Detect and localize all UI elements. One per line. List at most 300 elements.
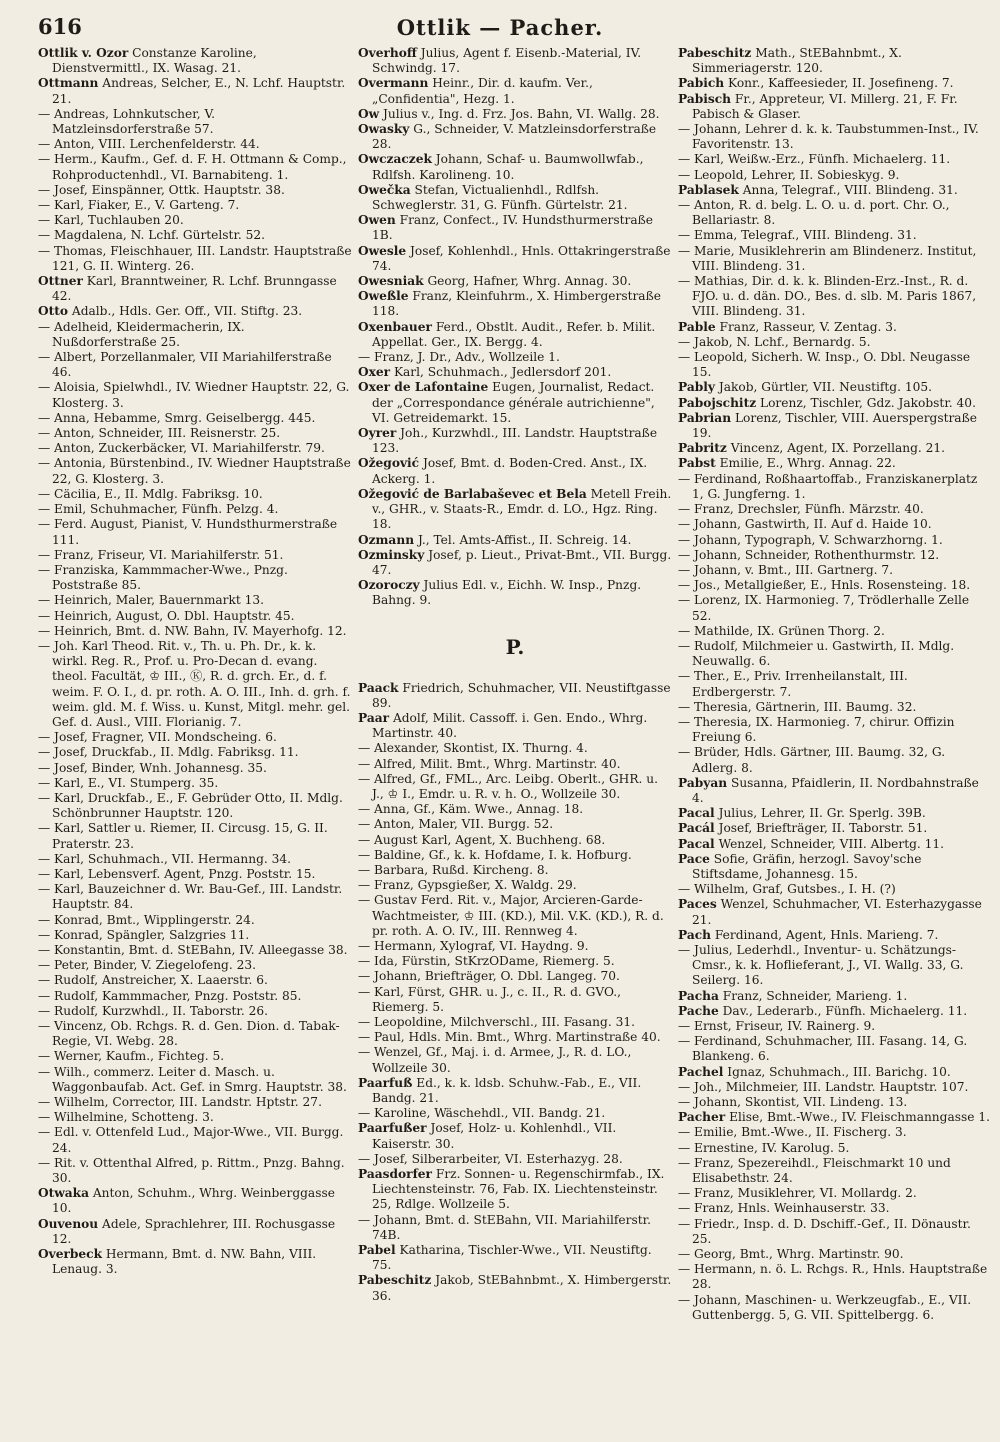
entry-name: Paarfuß: [358, 1075, 413, 1090]
entry-text: Eugen, Journalist, Redact. der „Correspondance générale autrichienne", VI. Getreidemarkt. 15.: [372, 380, 655, 425]
entry-text: — Wilhelm, Corrector, III. Landstr. Hptstr. 27.: [38, 1095, 322, 1110]
entry-text: — Karl, Sattler u. Riemer, II. Circusg. 15, G. II. Praterstr. 23.: [38, 821, 328, 851]
entry-text: — Johann, Skontist, VII. Lindeng. 13.: [678, 1095, 908, 1110]
directory-entry: [358, 213, 672, 243]
entry-text: Constanze Karoline, Dienstvermittl., IX. Wasag. 21.: [52, 46, 257, 76]
entry-text: — Konrad, Spängler, Salzgries 11.: [38, 927, 250, 942]
entry-name: Pach: [678, 927, 712, 942]
entry-text: Franz, Schneider, Marieng. 1.: [722, 988, 908, 1003]
directory-entry: [38, 411, 352, 426]
entry-text: — Werner, Kaufm., Fichteg. 5.: [38, 1049, 225, 1064]
entry-text: — Rudolf, Kammmacher, Pnzg. Poststr. 85.: [38, 988, 302, 1003]
directory-entry: [358, 274, 672, 289]
entry-text: — Wenzel, Gf., Maj. i. d. Armee, J., R. d. LO., Wollzeile 30.: [358, 1045, 632, 1075]
entry-name: Pablasek: [678, 182, 739, 197]
entry-text: — Anton, Schneider, III. Reisnerstr. 25.: [38, 426, 281, 441]
directory-entry: [678, 1080, 992, 1095]
columns: [38, 46, 992, 1432]
entry-name: Oweßle: [358, 289, 409, 304]
entry-text: Math., StEBahnbmt., X. Simmeriagerstr. 120.: [692, 46, 902, 76]
directory-entry: [38, 487, 352, 502]
entry-text: Anna, Telegraf., VIII. Blindeng. 31.: [742, 182, 958, 197]
directory-entry: [678, 624, 992, 639]
directory-entry: [678, 1186, 992, 1201]
entry-text: — Ida, Fürstin, StKrzODame, Riemerg. 5.: [358, 954, 615, 969]
directory-entry: [358, 1273, 672, 1303]
directory-entry: [38, 852, 352, 867]
directory-entry: [678, 122, 992, 152]
directory-entry: [678, 244, 992, 274]
directory-entry: [358, 183, 672, 213]
directory-entry: [678, 943, 992, 989]
directory-entry: [38, 1019, 352, 1049]
entry-text: — Karl, Fiaker, E., V. Garteng. 7.: [38, 198, 240, 213]
directory-entry: [358, 426, 672, 456]
entry-name: Ozoroczy: [358, 578, 420, 593]
entry-text: — Leopold, Sicherh. W. Insp., O. Dbl. Neugasse 15.: [678, 350, 971, 380]
letter-heading: P.: [505, 634, 525, 659]
entry-text: Katharina, Tischler-Wwe., VII. Neustiftg. 75.: [372, 1243, 652, 1273]
directory-entry: [38, 548, 352, 563]
entry-name: Ouvenou: [38, 1216, 99, 1231]
directory-entry: [678, 578, 992, 593]
directory-entry: [358, 817, 672, 832]
directory-entry: [38, 958, 352, 973]
entry-text: — Marie, Musiklehrerin am Blindenerz. Institut, VIII. Blindeng. 31.: [678, 243, 977, 273]
entry-name: Owczaczek: [358, 152, 432, 167]
directory-entry: [678, 183, 992, 198]
entry-text: Josef, Briefträger, II. Taborstr. 51.: [718, 821, 928, 836]
entry-text: Adele, Sprachlehrer, III. Rochusgasse 12.: [52, 1216, 336, 1246]
directory-entry: [38, 244, 352, 274]
entry-text: — Paul, Hdls. Min. Bmt., Whrg. Martinstraße 40.: [358, 1030, 661, 1045]
running-head: Ottlik — Pacher.: [396, 14, 604, 40]
directory-entry: [678, 700, 992, 715]
directory-entry: [678, 320, 992, 335]
directory-entry: [678, 533, 992, 548]
entry-text: Ferd., Obstlt. Audit., Refer. b. Milit. Appellat. Ger., IX. Bergg. 4.: [372, 319, 656, 349]
entry-text: — Wilh., commerz. Leiter d. Masch. u. Waggonbaufab. Act. Gef. in Smrg. Hauptstr. 38.: [38, 1064, 347, 1094]
directory-entry: [38, 107, 352, 137]
entry-text: Georg, Hafner, Whrg. Annag. 30.: [427, 274, 632, 289]
entry-name: Otto: [38, 304, 69, 319]
entry-text: Franz, Kleinfuhrm., X. Himbergerstraße 118.: [372, 289, 661, 319]
entry-text: — Josef, Binder, Wnh. Johannesg. 35.: [38, 760, 267, 775]
entry-text: — Friedr., Insp. d. D. Dschiff.-Gef., II. Dönaustr. 25.: [678, 1216, 971, 1246]
entry-name: Otwaka: [38, 1186, 89, 1201]
directory-entry: [678, 897, 992, 927]
entry-text: Franz, Rasseur, V. Zentag. 3.: [719, 319, 897, 334]
page-number: 616: [38, 14, 82, 39]
entry-name: Oyrer: [358, 426, 397, 441]
entry-text: — Hermann, n. ö. L. Rchgs. R., Hnls. Hauptstraße 28.: [678, 1262, 988, 1292]
entry-text: — Johann, Bmt. d. StEBahn, VII. Mariahilferstr. 74B.: [358, 1212, 651, 1242]
directory-entry: [38, 745, 352, 760]
entry-name: Owen: [358, 213, 396, 228]
directory-entry: [358, 848, 672, 863]
entry-name: Owesle: [358, 243, 407, 258]
entry-name: Pabel: [358, 1243, 396, 1258]
entry-text: Josef, Kohlenhdl., Hnls. Ottakringerstraße 74.: [372, 243, 671, 273]
directory-entry: [358, 954, 672, 969]
entry-text: — Konrad, Bmt., Wipplingerstr. 24.: [38, 912, 255, 927]
entry-text: — Barbara, Rußd. Kircheng. 8.: [358, 862, 549, 877]
entry-name: Overhoff: [358, 46, 417, 60]
entry-text: — Alfred, Milit. Bmt., Whrg. Martinstr. 40.: [358, 756, 621, 771]
entry-text: Elise, Bmt.-Wwe., IV. Fleischmanngasse 1.: [729, 1110, 990, 1125]
entry-text: — Franz, Drechsler, Fünfh. Märzstr. 40.: [678, 502, 924, 517]
directory-entry: [38, 943, 352, 958]
entry-text: — Franziska, Kammmacher-Wwe., Pnzg. Poststraße 85.: [38, 562, 288, 593]
directory-entry: [678, 669, 992, 699]
entry-text: — Ther., E., Priv. Irrenheilanstalt, III. Erdbergerstr. 7.: [678, 669, 908, 699]
directory-entry: [38, 791, 352, 821]
directory-entry: [678, 1217, 992, 1247]
entry-name: Overmann: [358, 76, 429, 91]
entry-text: — Johann, Maschinen- u. Werkzeugfab., E., VII. Guttenbergg. 5, G. VII. Spittelbergg. 6.: [678, 1292, 972, 1322]
entry-name: Ožegović: [358, 456, 420, 471]
directory-entry: [38, 380, 352, 410]
directory-entry: [38, 228, 352, 243]
directory-entry: [678, 593, 992, 623]
directory-entry: [358, 985, 672, 1015]
entry-name: Pabrian: [678, 410, 732, 425]
directory-entry: [358, 1213, 672, 1243]
entry-text: — Rudolf, Kurzwhdl., II. Taborstr. 26.: [38, 1003, 269, 1018]
directory-entry: [678, 456, 992, 471]
directory-entry: [358, 878, 672, 893]
directory-entry: [358, 76, 672, 106]
entry-text: Susanna, Pfaidlerin, II. Nordbahnstraße 4.: [692, 775, 979, 805]
entry-text: — Karl, Weißw.-Erz., Fünfh. Michaelerg. 11.: [678, 152, 951, 167]
directory-entry: [38, 350, 352, 380]
entry-text: Josef, Bmt. d. Boden-Cred. Anst., IX. Ackerg. 1.: [372, 456, 648, 486]
directory-entry: [38, 1217, 352, 1247]
directory-entry: [678, 152, 992, 167]
directory-entry: [678, 639, 992, 669]
directory-entry: [38, 776, 352, 791]
entry-name: Paack: [358, 680, 399, 695]
entry-text: — Karl, Fürst, GHR. u. J., c. II., R. d. GVO., Riemerg. 5.: [358, 984, 622, 1014]
directory-entry: [678, 1262, 992, 1292]
entry-name: Owesniak: [358, 274, 424, 289]
entry-text: — Johann, Typograph, V. Schwarzhorng. 1.: [678, 532, 943, 547]
directory-entry: [358, 533, 672, 548]
entry-text: — Josef, Silberarbeiter, VI. Esterhazyg. 28.: [358, 1151, 623, 1166]
directory-entry: [678, 806, 992, 821]
directory-entry: [358, 833, 672, 848]
entry-name: Pabojschitz: [678, 395, 757, 410]
entry-name: Oxenbauer: [358, 319, 432, 334]
directory-entry: [678, 517, 992, 532]
entry-name: Pacal: [678, 806, 715, 821]
entry-text: Jakob, Gürtler, VII. Neustiftg. 105.: [718, 380, 932, 395]
entry-name: Ottlik v. Ozor: [38, 46, 129, 60]
directory-entry: [358, 350, 672, 365]
entry-text: — Georg, Bmt., Whrg. Martinstr. 90.: [678, 1247, 904, 1262]
entry-text: Vincenz, Agent, IX. Porzellang. 21.: [730, 441, 946, 456]
directory-entry: [38, 821, 352, 851]
directory-entry: [38, 213, 352, 228]
entry-text: — Ernestine, IV. Karolug. 5.: [678, 1140, 850, 1155]
directory-entry: [678, 502, 992, 517]
directory-entry: [358, 244, 672, 274]
entry-text: — Alexander, Skontist, IX. Thurng. 4.: [358, 741, 588, 756]
directory-entry: [358, 320, 672, 350]
entry-text: Andreas, Selcher, E., N. Lchf. Hauptstr. 21.: [52, 76, 346, 106]
directory-entry: [38, 198, 352, 213]
entry-name: Pacher: [678, 1110, 726, 1125]
directory-entry: [358, 802, 672, 817]
entry-text: Julius Edl. v., Eichh. W. Insp., Pnzg. Bahng. 9.: [372, 578, 642, 608]
directory-entry: [678, 1141, 992, 1156]
directory-entry: [678, 1019, 992, 1034]
column-3: [678, 46, 992, 1432]
entry-text: Sofie, Gräfin, herzogl. Savoy'sche Stiftsdame, Johannesg. 15.: [692, 851, 922, 881]
entry-text: — Franz, J. Dr., Adv., Wollzeile 1.: [358, 350, 560, 365]
directory-entry: [38, 1095, 352, 1110]
directory-entry: [678, 76, 992, 91]
directory-entry: [38, 441, 352, 456]
directory-entry: [38, 973, 352, 988]
directory-entry: [678, 1201, 992, 1216]
directory-entry: [358, 939, 672, 954]
entry-text: — Konstantin, Bmt. d. StEBahn, IV. Alleegasse 38.: [38, 942, 348, 957]
directory-entry: [678, 852, 992, 882]
directory-entry: [358, 578, 672, 608]
directory-entry: [358, 863, 672, 878]
directory-entry: [38, 882, 352, 912]
entry-name: Overbeck: [38, 1247, 103, 1262]
directory-entry: [358, 969, 672, 984]
directory-entry: [678, 411, 992, 441]
directory-entry: [358, 487, 672, 533]
directory-entry: [38, 183, 352, 198]
directory-entry: [678, 228, 992, 243]
entry-name: Pace: [678, 851, 710, 866]
directory-entry: [38, 867, 352, 882]
entry-text: — Karl, Tuchlauben 20.: [38, 213, 184, 228]
entry-name: Pachel: [678, 1064, 724, 1079]
entry-text: Lorenz, Tischler, VIII. Auerspergstraße 19.: [692, 410, 977, 441]
entry-name: Pabyan: [678, 775, 728, 790]
entry-text: — Lorenz, IX. Harmonieg. 7, Trödlerhalle Zelle 52.: [678, 593, 970, 623]
entry-text: Wenzel, Schneider, VIII. Albertg. 11.: [718, 836, 945, 851]
entry-text: Metell Freih. v., GHR., v. Staats-R., Emdr. d. LO., Hgz. Ring. 18.: [372, 486, 672, 532]
directory-entry: [678, 168, 992, 183]
directory-entry: [38, 1065, 352, 1095]
entry-text: — Franz, Gypsgießer, X. Waldg. 29.: [358, 878, 577, 893]
entry-text: Friedrich, Schuhmacher, VII. Neustiftgasse 89.: [372, 680, 671, 710]
entry-text: Fr., Appreteur, VI. Millerg. 21, F. Fr. Pabisch & Glaser.: [692, 91, 958, 121]
entry-text: — Franz, Spezereihdl., Fleischmarkt 10 und Elisabethstr. 24.: [678, 1155, 951, 1186]
directory-entry: [358, 1030, 672, 1045]
entry-text: — Anton, Maler, VII. Burgg. 52.: [358, 817, 554, 832]
entry-name: Pably: [678, 380, 715, 395]
directory-entry: [358, 1045, 672, 1075]
entry-text: Julius, Agent f. Eisenb.-Material, IV. Schwindg. 17.: [372, 46, 642, 76]
entry-text: — Albert, Porzellanmaler, VII Mariahilferstraße 46.: [38, 350, 332, 380]
entry-text: — Adelheid, Kleidermacherin, IX. Nußdorferstraße 25.: [38, 319, 245, 349]
entry-text: — Josef, Fragner, VII. Mondscheing. 6.: [38, 730, 277, 745]
entry-text: Konr., Kaffeesieder, II. Josefineng. 7.: [728, 76, 954, 91]
entry-text: — Theresia, Gärtnerin, III. Baumg. 32.: [678, 699, 917, 714]
directory-entry: [678, 715, 992, 745]
entry-text: — Rudolf, Milchmeier u. Gastwirth, II. Mdlg. Neuwallg. 6.: [678, 638, 955, 669]
directory-entry: [38, 517, 352, 547]
entry-name: Pache: [678, 1003, 719, 1018]
directory-entry: [678, 1293, 992, 1323]
entry-name: Owasky: [358, 122, 410, 137]
directory-entry: [38, 1156, 352, 1186]
directory-entry: [678, 441, 992, 456]
directory-entry: [678, 989, 992, 1004]
directory-entry: [38, 152, 352, 182]
entry-text: — Heinrich, Maler, Bauernmarkt 13.: [38, 593, 265, 608]
entry-text: Anton, Schuhm., Whrg. Weinberggasse 10.: [52, 1186, 335, 1216]
entry-name: Ow: [358, 106, 380, 121]
directory-entry: [358, 1152, 672, 1167]
directory-entry: [38, 730, 352, 745]
directory-entry: [678, 1125, 992, 1140]
entry-text: Joh., Kurzwhdl., III. Landstr. Hauptstraße 123.: [372, 426, 658, 456]
entry-text: — Aloisia, Spielwhdl., IV. Wiedner Hauptstr. 22, G. Klosterg. 3.: [38, 380, 350, 410]
entry-text: — Franz, Friseur, VI. Mariahilferstr. 51.: [38, 547, 284, 562]
entry-text: — Karl, Druckfab., E., F. Gebrüder Otto, II. Mdlg. Schönbrunner Hauptstr. 120.: [38, 790, 343, 821]
entry-text: Dav., Lederarb., Fünfh. Michaelerg. 11.: [722, 1003, 968, 1018]
entry-text: — Hermann, Xylograf, VI. Haydng. 9.: [358, 938, 589, 953]
directory-entry: [358, 152, 672, 182]
directory-entry: [678, 1110, 992, 1125]
entry-name: Pabeschitz: [358, 1273, 432, 1288]
entry-text: — Karl, Bauzeichner d. Wr. Bau-Gef., III. Landstr. Hauptstr. 84.: [38, 882, 343, 912]
entry-text: — Josef, Einspänner, Ottk. Hauptstr. 38.: [38, 182, 285, 197]
entry-text: — Edl. v. Ottenfeld Lud., Major-Wwe., VII. Burgg. 24.: [38, 1125, 344, 1155]
directory-entry: [38, 502, 352, 517]
directory-entry: [38, 593, 352, 608]
entry-text: — Theresia, IX. Harmonieg. 7, chirur. Offizin Freiung 6.: [678, 714, 955, 745]
entry-text: Stefan, Victualienhdl., Rdlfsh. Schweglerstr. 31, G. Fünfh. Gürtelstr. 21.: [372, 182, 628, 213]
directory-entry: [38, 274, 352, 304]
entry-text: — Andreas, Lohnkutscher, V. Matzleinsdorferstraße 57.: [38, 106, 216, 137]
column-1: [38, 46, 352, 1432]
entry-text: — Mathilde, IX. Grünen Thorg. 2.: [678, 623, 885, 638]
directory-entry: [38, 426, 352, 441]
page-header: [38, 12, 962, 42]
directory-entry: [678, 837, 992, 852]
directory-entry: [38, 624, 352, 639]
entry-name: Pabeschitz: [678, 46, 752, 60]
directory-entry: [38, 137, 352, 152]
entry-text: — Anna, Hebamme, Smrg. Geiselbergg. 445.: [38, 410, 316, 425]
entry-name: Ozmann: [358, 532, 415, 547]
entry-text: — Wilhelmine, Schotteng. 3.: [38, 1110, 214, 1125]
entry-text: — Gustav Ferd. Rit. v., Major, Arcieren-Garde-Wachtmeister, ♔ III. (KD.), Mil. V.K. (KD.), R. d. pr. roth. A. O. IV., III. Rennweg 4.: [358, 893, 664, 938]
entry-text: Jakob, StEBahnbmt., X. Himbergerstr. 36.: [372, 1273, 672, 1303]
directory-entry: [358, 107, 672, 122]
entry-text: — Joh. Karl Theod. Rit. v., Th. u. Ph. Dr., k. k. wirkl. Reg. R., Prof. u. Pro-Decan d. evang. theol. Facultät, ♔ III., Ⓚ, R. d. grch. Er., d. f. weim. F. O. I., d. pr. roth. A. O. III., Inh. d. grh. f. weim. gld. M. f. Wiss. u. Kunst, Mitgl. mehr. gel. Gef. d. Ausl., VIII. Florianig. 7.: [38, 638, 351, 729]
directory-entry: [38, 76, 352, 106]
directory-entry: [678, 46, 992, 76]
entry-text: Lorenz, Tischler, Gdz. Jakobstr. 40.: [760, 395, 976, 410]
entry-text: Adolf, Milit. Cassoff. i. Gen. Endo., Whrg. Martinstr. 40.: [372, 710, 648, 741]
entry-text: — Johann, Schneider, Rothenthurmstr. 12.: [678, 547, 940, 562]
directory-entry: [38, 609, 352, 624]
entry-text: — Wilhelm, Graf, Gutsbes., I. H. (?): [678, 882, 896, 897]
directory-entry: [678, 1095, 992, 1110]
directory-entry: [678, 1004, 992, 1019]
directory-entry: [678, 1034, 992, 1064]
entry-text: — Brüder, Hdls. Gärtner, III. Baumg. 32, G. Adlerg. 8.: [678, 745, 946, 775]
directory-entry: [38, 1110, 352, 1125]
directory-entry: [678, 350, 992, 380]
entry-name: Pable: [678, 319, 716, 334]
entry-name: Pacha: [678, 988, 719, 1003]
directory-entry: [38, 1004, 352, 1019]
directory-entry: [678, 92, 992, 122]
column-2: [358, 46, 672, 1432]
directory-entry: [358, 548, 672, 578]
entry-text: — Rit. v. Ottenthal Alfred, p. Rittm., Pnzg. Bahng. 30.: [38, 1155, 345, 1186]
entry-text: — Ferdinand, Schuhmacher, III. Fasang. 14, G. Blankeng. 6.: [678, 1034, 968, 1064]
entry-name: Ottmann: [38, 76, 99, 91]
entry-name: Pacál: [678, 821, 715, 836]
directory-entry: [38, 320, 352, 350]
entry-text: — Anton, VIII. Lerchenfelderstr. 44.: [38, 137, 260, 152]
entry-name: Pabst: [678, 456, 716, 471]
directory-entry: [38, 563, 352, 593]
directory-entry: [678, 548, 992, 563]
directory-entry: [358, 1243, 672, 1273]
directory-entry: [678, 198, 992, 228]
directory-entry: [678, 1247, 992, 1262]
directory-entry: [38, 761, 352, 776]
entry-name: Paces: [678, 897, 717, 912]
entry-text: — Johann, Lehrer d. k. k. Taubstummen-Inst., IV. Favoritenstr. 13.: [678, 122, 979, 152]
entry-text: Adalb., Hdls. Ger. Off., VII. Stiftg. 23.: [71, 304, 303, 319]
entry-text: — Jakob, N. Lchf., Bernardg. 5.: [678, 334, 871, 349]
directory-entry: [358, 289, 672, 319]
entry-text: — Johann, Gastwirth, II. Auf d. Haide 10.: [678, 517, 932, 532]
directory-entry: [358, 772, 672, 802]
entry-text: — Leopold, Lehrer, II. Sobieskyg. 9.: [678, 167, 900, 182]
entry-text: Ed., k. k. ldsb. Schuhw.-Fab., E., VII. Bandg. 21.: [372, 1075, 642, 1105]
entry-name: Owečka: [358, 182, 411, 197]
entry-name: Ottner: [38, 274, 83, 289]
entry-text: — Vincenz, Ob. Rchgs. R. d. Gen. Dion. d. Tabak-Regie, VI. Webg. 28.: [38, 1019, 340, 1049]
entry-name: Oxer: [358, 365, 391, 380]
entry-text: — Antonia, Bürstenbind., IV. Wiedner Hauptstraße 22, G. Klosterg. 3.: [38, 456, 351, 486]
directory-entry: [358, 1121, 672, 1151]
entry-text: — Josef, Druckfab., II. Mdlg. Fabriksg. 11.: [38, 745, 299, 760]
entry-text: Frz. Sonnen- u. Regenschirmfab., IX. Liechtensteinstr. 76, Fab. IX. Liechtensteinstr. 25, Rdlge. Wollzeile 5.: [372, 1167, 665, 1212]
directory-entry: [358, 741, 672, 756]
entry-text: — Heinrich, Bmt. d. NW. Bahn, IV. Mayerhofg. 12.: [38, 623, 347, 638]
entry-text: — Thomas, Fleischhauer, III. Landstr. Hauptstraße 121, G. II. Winterg. 26.: [38, 243, 352, 273]
directory-entry: [38, 639, 352, 730]
entry-name: Paasdorfer: [358, 1167, 432, 1182]
entry-text: Karl, Schuhmach., Jedlersdorf 201.: [393, 365, 612, 380]
entry-text: — Karl, Lebensverf. Agent, Pnzg. Poststr. 15.: [38, 866, 316, 881]
directory-entry: [358, 1076, 672, 1106]
entry-text: — Mathias, Dir. d. k. k. Blinden-Erz.-Inst., R. d. FJO. u. d. dän. DO., Bes. d. slb. M. Paris 1867, VIII. Blindeng. 31.: [678, 274, 977, 319]
directory-entry: [358, 1106, 672, 1121]
entry-text: — Rudolf, Anstreicher, X. Laaerstr. 6.: [38, 973, 268, 988]
entry-text: Karl, Branntweiner, R. Lchf. Brunngasse 42.: [52, 274, 337, 304]
entry-text: — Leopoldine, Milchverschl., III. Fasang. 31.: [358, 1014, 635, 1029]
entry-text: Ferdinand, Agent, Hnls. Marieng. 7.: [714, 927, 939, 942]
entry-text: — Peter, Binder, V. Ziegelofeng. 23.: [38, 958, 256, 973]
